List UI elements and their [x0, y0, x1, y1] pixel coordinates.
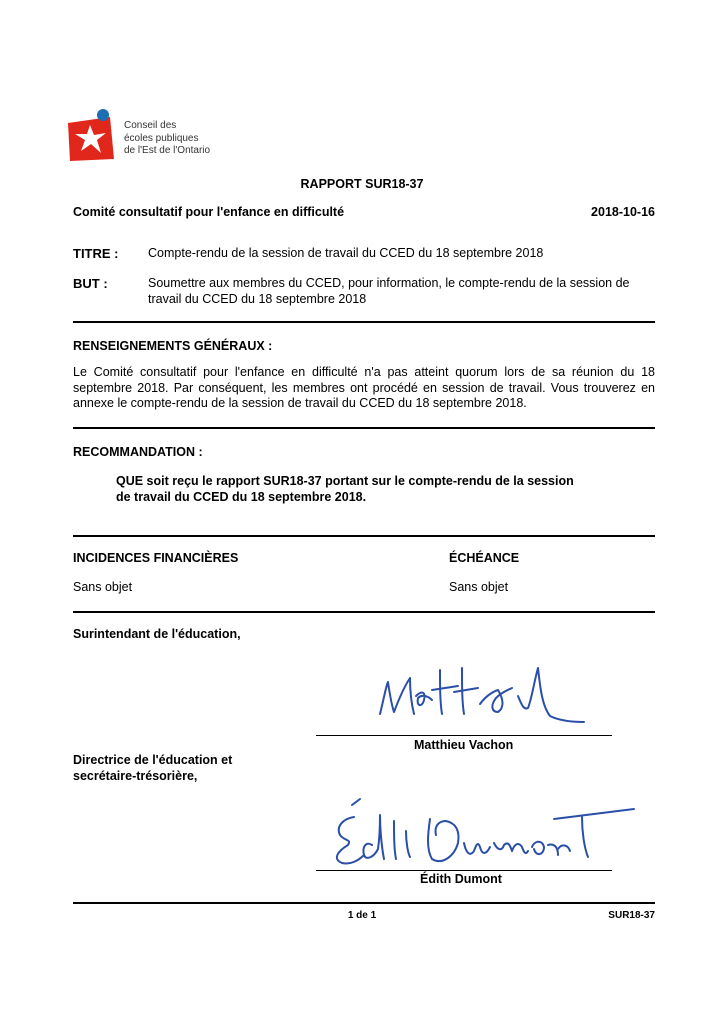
footer-code: SUR18-37 [608, 910, 655, 921]
recommandation-line-1: QUE soit reçu le rapport SUR18-37 portant sur le compte-rendu de la session [116, 474, 574, 488]
divider [73, 611, 655, 613]
committee-name: Comité consultatif pour l'enfance en difficulté [73, 205, 345, 219]
signature-line-1 [316, 735, 612, 736]
but-line-1: Soumettre aux membres du CCED, pour information, le compte-rendu de la session de [148, 276, 630, 290]
logo-line-3: de l'Est de l'Ontario [124, 145, 211, 156]
divider [73, 321, 655, 323]
signature-line-2 [316, 870, 612, 871]
but-label: BUT : [73, 276, 108, 291]
logo-mark-icon [66, 109, 122, 165]
divider [73, 535, 655, 537]
signatory-2-name: Édith Dumont [420, 872, 502, 886]
but-text [148, 276, 658, 307]
general-heading: RENSEIGNEMENTS GÉNÉRAUX : [73, 339, 273, 353]
report-title: RAPPORT SUR18-37 [300, 177, 424, 191]
titre-text: Compte-rendu de la session de travail du CCED du 18 septembre 2018 [148, 246, 544, 260]
signatory-2-role-line-1: Directrice de l'éducation et [73, 753, 233, 767]
footer-divider [73, 902, 655, 904]
signatory-1-name: Matthieu Vachon [414, 738, 514, 752]
divider [73, 427, 655, 429]
general-text: Le Comité consultatif pour l'enfance en difficulté n'a pas atteint quorum lors de sa réunion du 18 septembre 2018. Par conséquent, les membres ont procédé en session de travail. Vous trouverez en annexe le compte-rendu de la session de travail du CCED du 18 septembre 2018. [73, 365, 655, 410]
incidences-value: Sans objet [73, 580, 133, 594]
report-date: 2018-10-16 [591, 205, 655, 219]
echeance-value: Sans objet [449, 580, 509, 594]
logo-line-2: écoles publiques [124, 132, 199, 144]
echeance-heading: ÉCHÉANCE [449, 551, 520, 565]
recommandation-heading: RECOMMANDATION : [73, 445, 203, 459]
page-number: 1 de 1 [347, 910, 377, 921]
signature-1 [362, 652, 592, 734]
logo-line-1: Conseil des [124, 120, 177, 131]
recommandation-text [116, 473, 636, 505]
logo-text [124, 120, 210, 158]
signatory-1-role: Surintendant de l'éducation, [73, 627, 241, 641]
titre-label: TITRE : [73, 246, 119, 261]
incidences-heading: INCIDENCES FINANCIÈRES [73, 551, 239, 565]
signatory-2-role [73, 752, 232, 784]
signature-2 [318, 795, 642, 871]
recommandation-line-2: de travail du CCED du 18 septembre 2018. [116, 490, 367, 504]
but-line-2: travail du CCED du 18 septembre 2018 [148, 291, 367, 306]
signatory-2-role-line-2: secrétaire-trésorière, [73, 769, 198, 783]
